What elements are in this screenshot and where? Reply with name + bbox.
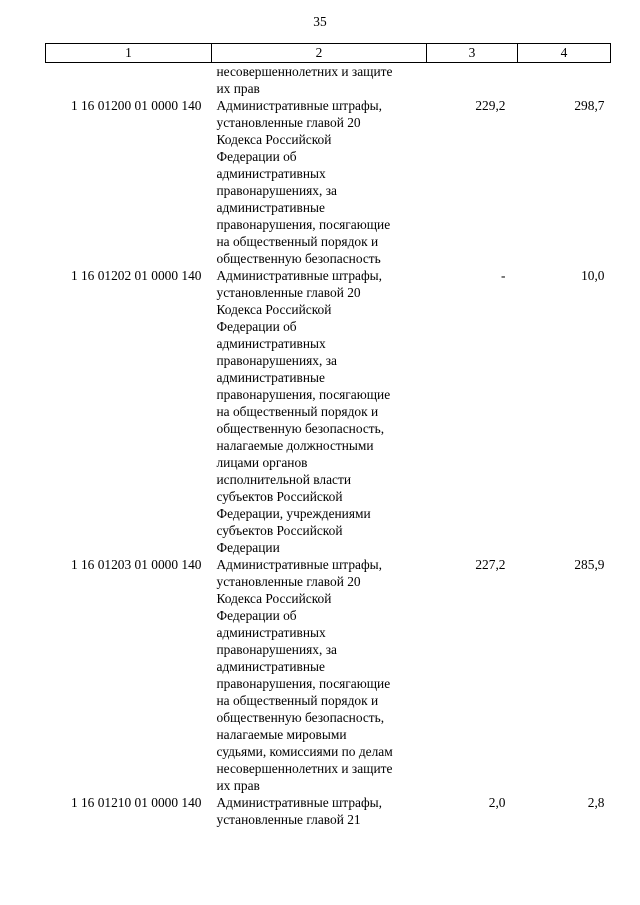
revenue-name-line: Кодекса Российской	[216, 302, 332, 317]
revenue-name-line: субъектов Российской	[216, 489, 343, 504]
value-col3: 2,0	[488, 795, 506, 810]
budget-code: 1 16 01203 01 0000 140	[70, 557, 202, 572]
revenue-name-line: исполнительной власти	[216, 472, 352, 487]
revenue-name-line: на общественный порядок и	[216, 234, 379, 249]
continuation-col4-cell	[518, 63, 611, 98]
budget-code: 1 16 01210 01 0000 140	[70, 795, 202, 810]
table-row	[46, 97, 611, 267]
revenue-name-line: установленные главой 20	[216, 574, 361, 589]
revenue-name-line: административных	[216, 336, 326, 351]
revenue-name-line: установленные главой 20	[216, 285, 361, 300]
continuation-line: несовершеннолетних и защите	[216, 64, 393, 79]
value-col3: 227,2	[475, 557, 506, 572]
table-row	[46, 794, 611, 828]
revenue-name-line: административных	[216, 625, 326, 640]
column-header-4: 4	[518, 44, 611, 63]
value-col4: 285,9	[574, 557, 605, 572]
value-col4: 2,8	[587, 795, 605, 810]
revenue-name-line: административные	[216, 659, 325, 674]
value-col4: 10,0	[581, 268, 605, 283]
revenue-name-line: несовершеннолетних и защите	[216, 761, 393, 776]
continuation-text	[212, 63, 427, 98]
revenue-name-line: административных	[216, 166, 326, 181]
revenue-name-line: правонарушениях, за	[216, 183, 337, 198]
revenue-name-line: общественную безопасность	[216, 251, 381, 266]
revenue-name-line: лицами органов	[216, 455, 308, 470]
continuation-line: их прав	[216, 81, 260, 96]
revenue-name	[212, 794, 427, 828]
revenue-name-line: общественную безопасность,	[216, 421, 385, 436]
revenue-name-line: правонарушения, посягающие	[216, 217, 391, 232]
revenue-name-line: судьями, комиссиями по делам	[216, 744, 393, 759]
revenue-name-line: Кодекса Российской	[216, 132, 332, 147]
revenue-name-line: правонарушения, посягающие	[216, 387, 391, 402]
column-header-2: 2	[212, 44, 427, 63]
revenue-name-line: административные	[216, 200, 325, 215]
revenue-name-line: административные	[216, 370, 325, 385]
revenue-name-line: налагаемые должностными	[216, 438, 374, 453]
revenue-name	[212, 267, 427, 556]
continuation-row	[46, 63, 611, 98]
revenue-name	[212, 97, 427, 267]
column-header-1: 1	[46, 44, 212, 63]
revenue-name-line: установленные главой 20	[216, 115, 361, 130]
budget-code: 1 16 01202 01 0000 140	[70, 268, 202, 283]
continuation-code-cell	[46, 63, 212, 98]
table-row	[46, 267, 611, 556]
revenue-name-line: Административные штрафы,	[216, 268, 382, 283]
table-row	[46, 556, 611, 794]
revenue-name-line: Федерации	[216, 540, 280, 555]
revenue-name-line: субъектов Российской	[216, 523, 343, 538]
value-col4: 298,7	[574, 98, 605, 113]
revenue-name-line: на общественный порядок и	[216, 693, 379, 708]
revenue-name-line: Административные штрафы,	[216, 557, 382, 572]
revenue-name-line: общественную безопасность,	[216, 710, 385, 725]
revenue-name-line: Федерации об	[216, 149, 297, 164]
revenue-name-line: правонарушениях, за	[216, 642, 337, 657]
budget-table	[45, 43, 611, 828]
revenue-name-line: их прав	[216, 778, 260, 793]
revenue-name-line: Федерации об	[216, 608, 297, 623]
revenue-name-line: Федерации, учреждениями	[216, 506, 371, 521]
column-number-row	[46, 44, 611, 63]
revenue-name-line: установленные главой 21	[216, 812, 361, 827]
page-number: 35	[313, 14, 327, 29]
revenue-name-line: Кодекса Российской	[216, 591, 332, 606]
value-col3: -	[501, 268, 506, 283]
revenue-name-line: правонарушения, посягающие	[216, 676, 391, 691]
value-col3: 229,2	[475, 98, 506, 113]
revenue-name	[212, 556, 427, 794]
revenue-name-line: правонарушениях, за	[216, 353, 337, 368]
revenue-name-line: Административные штрафы,	[216, 98, 382, 113]
budget-code: 1 16 01200 01 0000 140	[70, 98, 202, 113]
column-header-3: 3	[427, 44, 518, 63]
continuation-col3-cell	[427, 63, 518, 98]
revenue-name-line: Федерации об	[216, 319, 297, 334]
revenue-name-line: на общественный порядок и	[216, 404, 379, 419]
revenue-name-line: Административные штрафы,	[216, 795, 382, 810]
revenue-name-line: налагаемые мировыми	[216, 727, 347, 742]
